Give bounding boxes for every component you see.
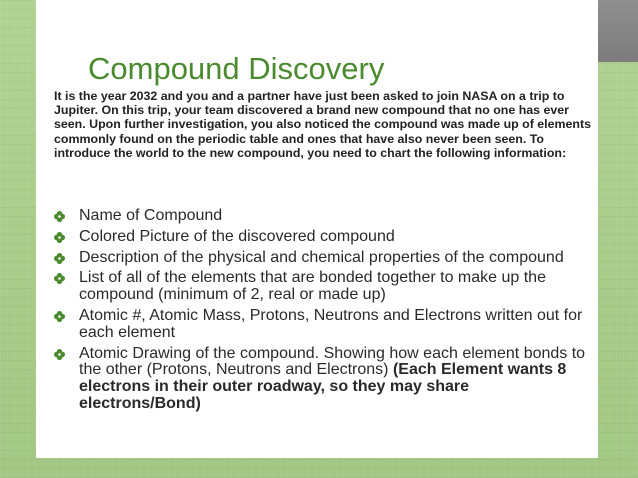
bullet-list [54, 208, 594, 417]
bullet-item [54, 250, 594, 267]
quatrefoil-bullet-icon [54, 232, 65, 243]
bullet-item [54, 229, 594, 246]
bullet-item [54, 308, 594, 342]
bullet-text: Name of Compound [79, 207, 223, 224]
bullet-text: List of all of the elements that are bonded together to make up the compound (minimum of 2, real or made up) [79, 269, 546, 304]
quatrefoil-bullet-icon [54, 311, 65, 322]
bullet-bold-text: (Each Element wants 8 electrons in their outer roadway, so they may share electrons/Bond) [79, 361, 567, 412]
bullet-item [54, 208, 594, 225]
bullet-text: Colored Picture of the discovered compound [79, 227, 395, 245]
quatrefoil-bullet-icon [54, 349, 65, 360]
bullet-text: Atomic #, Atomic Mass, Protons, Neutrons and Electrons written out for each element [79, 306, 583, 341]
bullet-item [54, 346, 594, 413]
quatrefoil-bullet-icon [54, 211, 65, 222]
quatrefoil-bullet-icon [54, 253, 65, 264]
bullet-text: Atomic Drawing of the compound. Showing how each element bonds to the other (Protons, Neutrons and Electrons) [79, 344, 586, 379]
slide-title: Compound Discovery [88, 51, 385, 86]
bullet-text: Description of the physical and chemical properties of the compound [79, 248, 564, 266]
intro-paragraph: It is the year 2032 and you and a partner have just been asked to join NASA on a trip to Jupiter. On this trip, your team discovered a brand new compound that no one has ever seen. Upon further investigation, you also noticed the compound was made up of elements commonly found on the periodic table and ones that have also never been seen. To introduce the world to the new compound, you need to chart the following information: [54, 89, 592, 160]
bullet-item [54, 270, 594, 304]
quatrefoil-bullet-icon [54, 273, 65, 284]
